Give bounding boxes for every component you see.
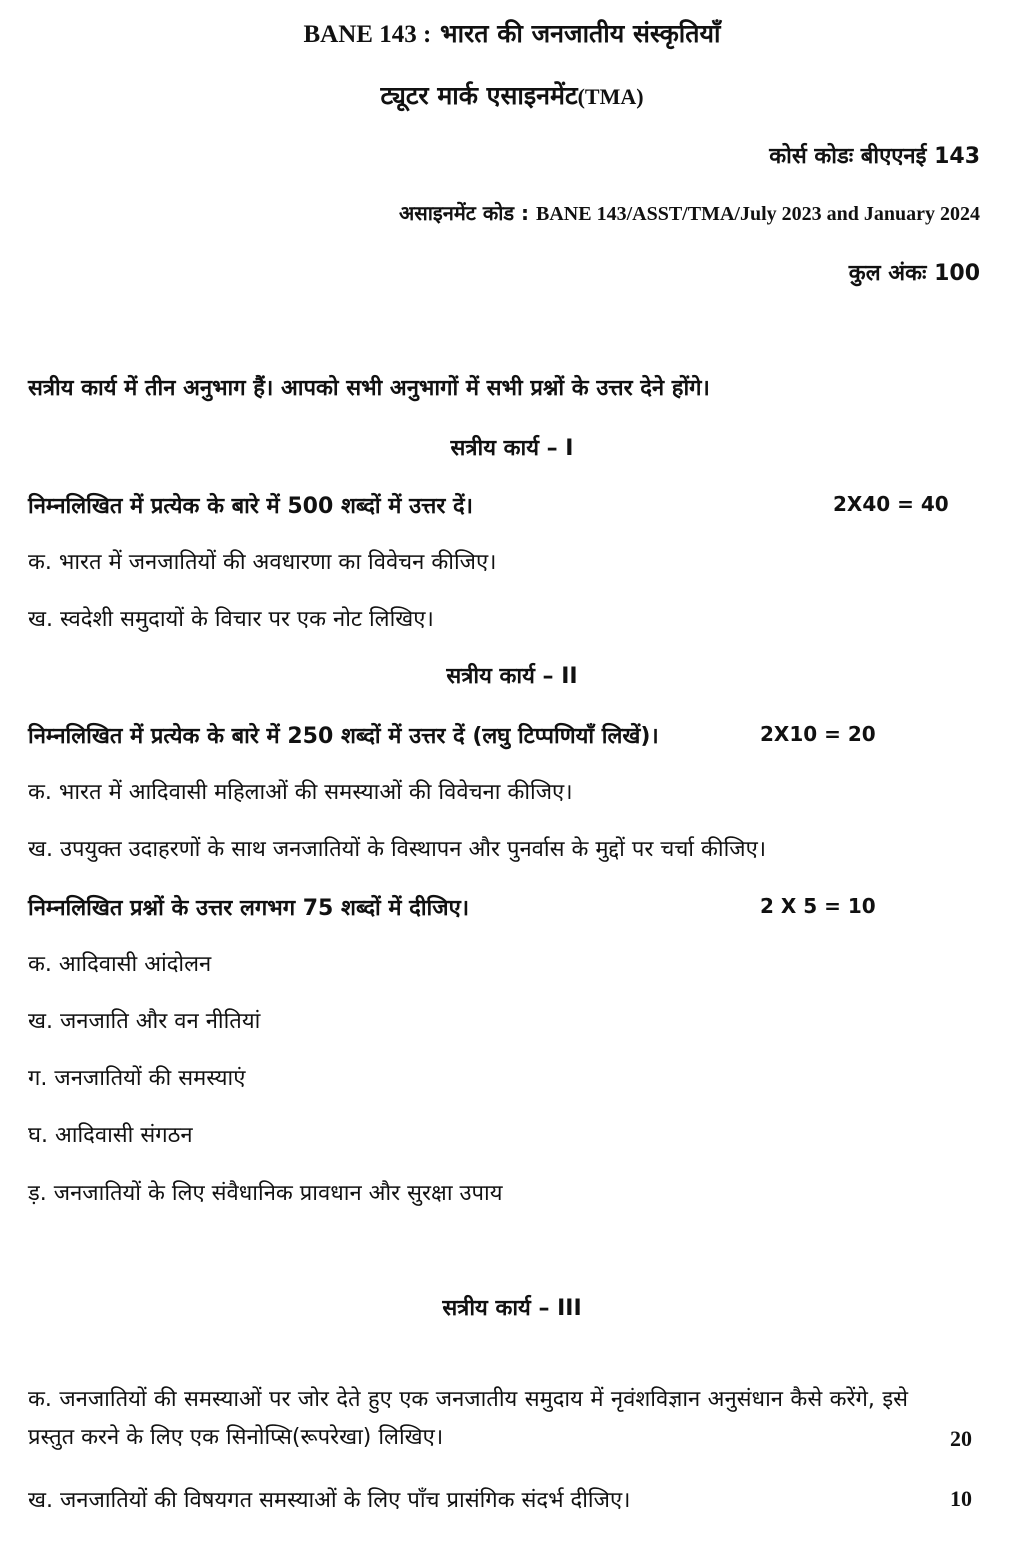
assignment-code-label: असाइनमेंट कोड : — [398, 201, 530, 225]
section-2-instruction: निम्नलिखित में प्रत्येक के बारे में 250 शब्दों में उत्तर दें (लघु टिप्पणियाँ लिखें)। — [28, 724, 659, 749]
section-1-instruction: निम्नलिखित में प्रत्येक के बारे में 500 शब्दों में उत्तर दें। — [28, 494, 474, 519]
section-2-question-b: ख. उपयुक्त उदाहरणों के साथ जनजातियों के विस्थापन और पुनर्वास के मुद्दों पर चर्चा कीजिए। — [28, 837, 767, 862]
section-3-title: सत्रीय कार्य – III — [442, 1296, 582, 1321]
short-question-e: ड़. जनजातियों के लिए संवैधानिक प्रावधान और सुरक्षा उपाय — [28, 1181, 503, 1206]
document-title — [0, 16, 1024, 50]
section-1-question-a: क. भारत में जनजातियों की अवधारणा का विवेचन कीजिए। — [28, 550, 497, 575]
section-2-title: सत्रीय कार्य – II — [446, 664, 578, 689]
short-question-a: क. आदिवासी आंदोलन — [28, 952, 212, 977]
section-3-question-b: ख. जनजातियों की विषयगत समस्याओं के लिए पाँच प्रासंगिक संदर्भ दीजिए। — [28, 1488, 631, 1513]
section-1-marks: 2X40 = 40 — [833, 492, 949, 516]
section-2-question-a: क. भारत में आदिवासी महिलाओं की समस्याओं की विवेचना कीजिए। — [28, 780, 573, 805]
subtitle-tma: (TMA) — [577, 84, 644, 109]
total-marks: कुल अंकः 100 — [848, 261, 980, 286]
section-3-question-b-marks: 10 — [950, 1486, 972, 1511]
section-3-question-a: क. जनजातियों की समस्याओं पर जोर देते हुए एक जनजातीय समुदाय में नृवंशविज्ञान अनुसंधान कैसे करेंगे, इसे प्रस्तुत करने के लिए एक सिनोप्सि(रूपरेखा) लिखिए। — [28, 1387, 908, 1450]
short-question-c: ग. जनजातियों की समस्याएं — [28, 1066, 246, 1091]
short-question-d: घ. आदिवासी संगठन — [28, 1123, 193, 1148]
course-code-en: BANE 143 : — [303, 21, 432, 48]
course-title-hi: भारत की जनजातीय संस्कृतियाँ — [440, 19, 721, 48]
general-instruction: सत्रीय कार्य में तीन अनुभाग हैं। आपको सभी अनुभागों में सभी प्रश्नों के उत्तर देने होंगे। — [28, 376, 710, 401]
document-subtitle — [0, 78, 1024, 112]
assignment-code-line — [399, 199, 980, 226]
section-3-question-a-marks: 20 — [950, 1426, 972, 1451]
section-1-question-b: ख. स्वदेशी समुदायों के विचार पर एक नोट लिखिए। — [28, 607, 434, 632]
section-2-marks: 2X10 = 20 — [760, 722, 876, 746]
assignment-code-value: BANE 143/ASST/TMA/July 2023 and January 2024 — [536, 203, 980, 225]
section-2-short-marks: 2 X 5 = 10 — [760, 894, 876, 918]
short-question-b: ख. जनजाति और वन नीतियां — [28, 1009, 261, 1034]
subtitle-hi: ट्यूटर मार्क एसाइनमेंट — [380, 81, 578, 110]
section-1-title: सत्रीय कार्य – I — [450, 436, 574, 461]
section-2-instruction-short: निम्नलिखित प्रश्नों के उत्तर लगभग 75 शब्दों में दीजिए। — [28, 896, 470, 921]
course-code-line: कोर्स कोडः बीएएनई 143 — [769, 144, 980, 169]
